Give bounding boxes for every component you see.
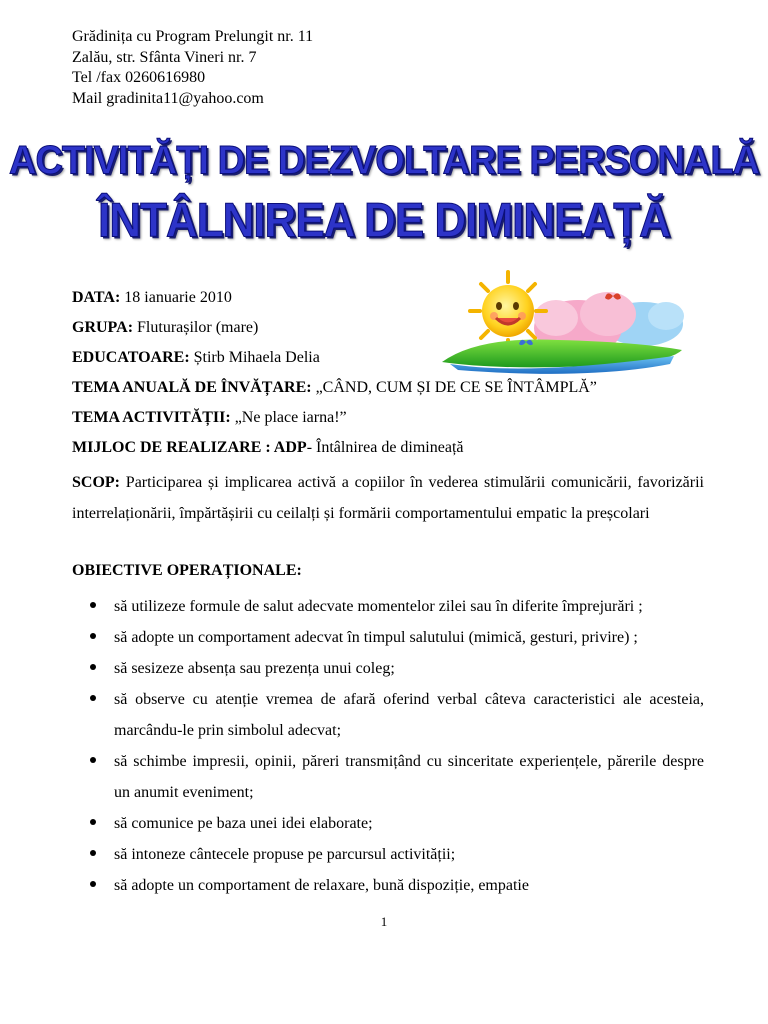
list-item [72, 685, 704, 746]
page-number: 1 [380, 914, 388, 929]
list-item [72, 592, 704, 623]
field-annual-theme-label: TEMA ANUALĂ DE ÎNVĂȚARE: [72, 379, 312, 396]
header-line-address: Zalău, str. Sfânta Vineri nr. 7 [72, 48, 257, 66]
scope-label: SCOP: [72, 474, 120, 491]
header-line-name: Grădinița cu Program Prelungit nr. 11 [72, 28, 314, 45]
field-group-value: Fluturașilor (mare) [133, 319, 259, 336]
field-activity-theme-label: TEMA ACTIVITĂȚII: [72, 409, 231, 426]
bullet-icon [90, 881, 96, 887]
field-method-value: - Întâlnirea de dimineață [306, 439, 464, 456]
field-teacher-label: EDUCATOARE: [72, 349, 190, 366]
field-annual-theme [72, 379, 597, 397]
scope-text: Participarea și implicarea activă a copiilor în vederea stimulării comunicării, favorizării interrelaționării, împărtășirii cu ceilalți și formării comportamentului empatic la preșcolari [72, 474, 704, 522]
field-date-value: 18 ianuarie 2010 [120, 289, 232, 306]
bullet-icon [90, 664, 96, 670]
field-teacher [72, 349, 320, 367]
field-date-label: DATA: [72, 289, 121, 306]
scope-paragraph [72, 468, 704, 529]
objective-text: să utilizeze formule de salut adecvate momentelor zilei sau în diferite împrejurări ; [114, 598, 643, 615]
list-item [72, 747, 704, 808]
bullet-icon [90, 757, 96, 763]
field-method [72, 439, 464, 457]
field-teacher-value: Știrb Mihaela Delia [189, 349, 320, 366]
field-annual-theme-value: „CÂND, CUM ȘI DE CE SE ÎNTÂMPLĂ” [311, 379, 597, 396]
bullet-icon [90, 850, 96, 856]
list-item [72, 840, 704, 871]
sun-island-illustration [438, 266, 684, 380]
objective-text: să schimbe impresii, opinii, păreri transmițând cu sinceritate experiențele, părerile despre un anumit eveniment; [114, 753, 704, 801]
objectives-heading: OBIECTIVE OPERAȚIONALE: [72, 562, 302, 579]
field-activity-theme [72, 409, 347, 427]
objective-text: să comunice pe baza unei idei elaborate; [114, 815, 373, 832]
field-group-label: GRUPA: [72, 319, 134, 336]
objective-text: să observe cu atenție vremea de afară oferind verbal câteva caracteristici ale acesteia, marcându-le prin simbolul adecvat; [114, 691, 704, 739]
bullet-icon [90, 602, 96, 608]
header-line-email: Mail gradinita11@yahoo.com [72, 89, 264, 107]
kindergarten-header [72, 27, 313, 109]
field-activity-theme-value: „Ne place iarna!” [230, 409, 347, 426]
objective-text: să adopte un comportament de relaxare, bună dispoziție, empatie [114, 877, 529, 894]
bullet-icon [90, 695, 96, 701]
bullet-icon [90, 819, 96, 825]
field-method-label: MIJLOC DE REALIZARE : ADP [72, 439, 307, 456]
objective-text: să adopte un comportament adecvat în timpul salutului (mimică, gesturi, privire) ; [114, 629, 638, 646]
objective-text: să intoneze cântecele propuse pe parcursul activității; [114, 846, 456, 863]
list-item [72, 871, 704, 902]
header-line-phone: Tel /fax 0260616980 [72, 69, 206, 86]
list-item [72, 623, 704, 654]
field-group [72, 319, 258, 337]
list-item [72, 809, 704, 840]
field-date [72, 289, 232, 307]
bullet-icon [90, 633, 96, 639]
title-line-1: ACTIVITĂȚI DE DEZVOLTARE PERSONALĂ [9, 138, 759, 184]
list-item [72, 654, 704, 685]
title-line-2: ÎNTÂLNIREA DE DIMINEAȚĂ [98, 193, 670, 248]
sun-icon [470, 272, 546, 350]
objective-text: să sesizeze absența sau prezența unui coleg; [114, 660, 395, 677]
